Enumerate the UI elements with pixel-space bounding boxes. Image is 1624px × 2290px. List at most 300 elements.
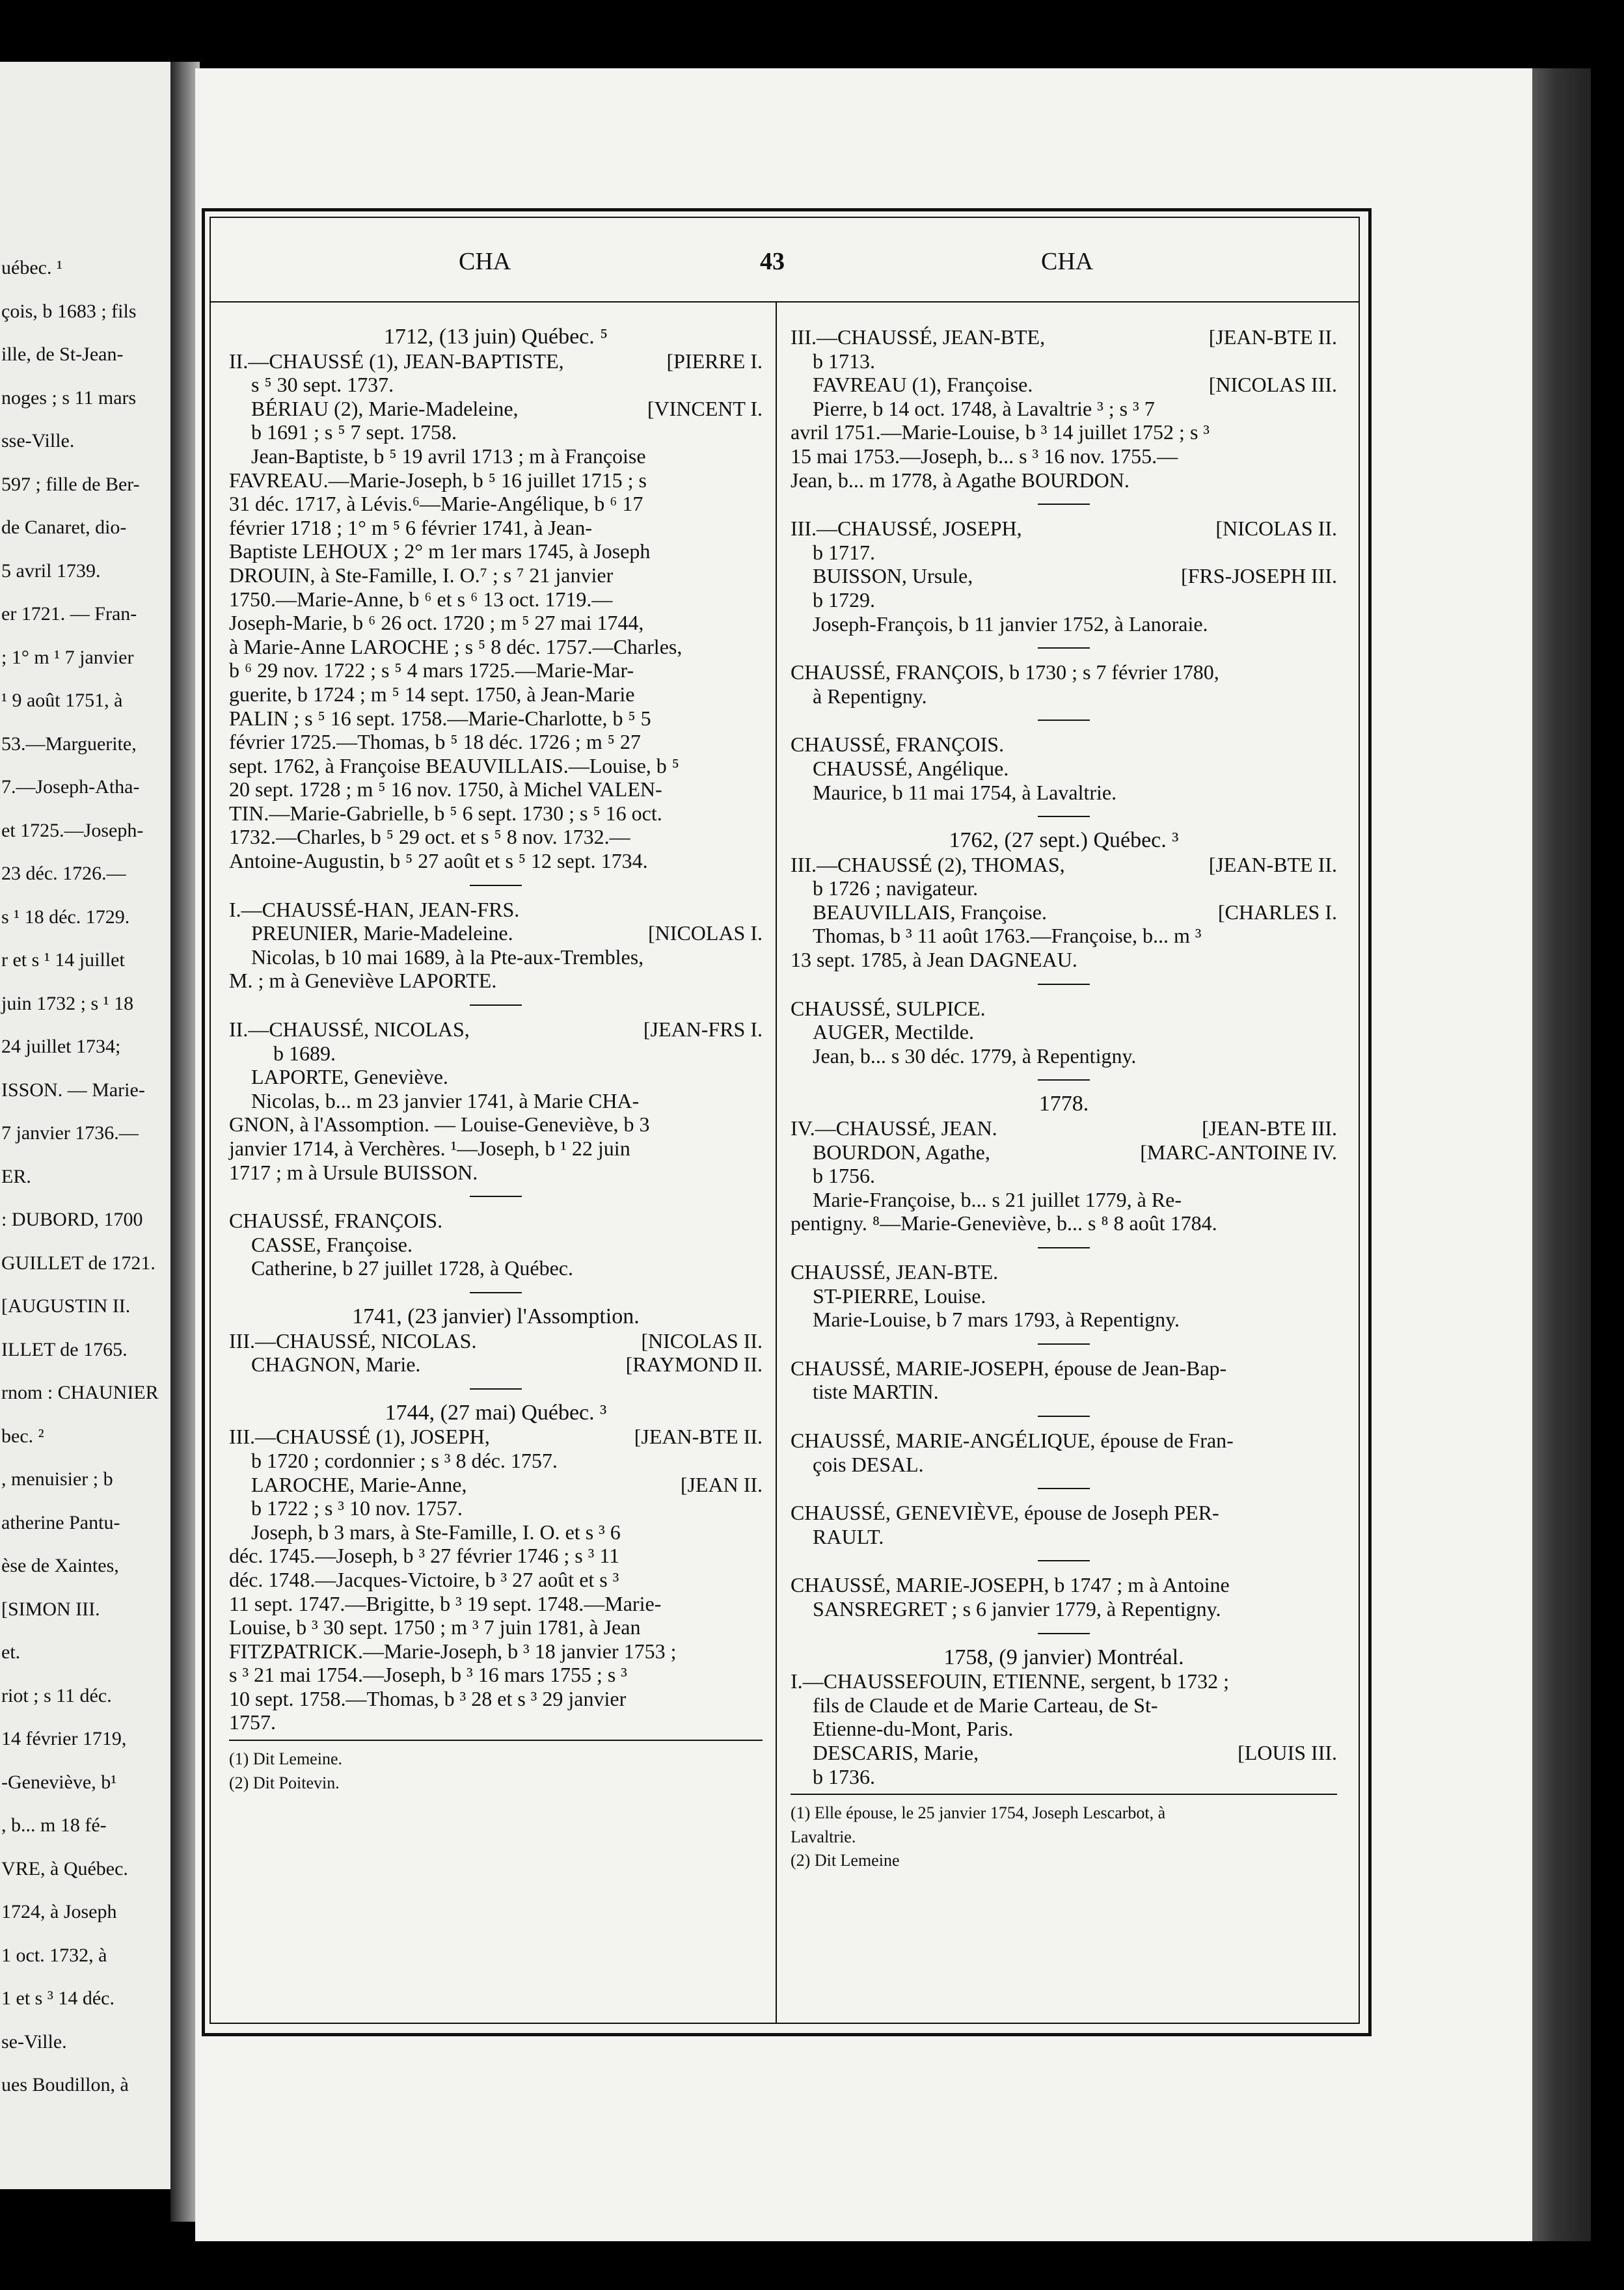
left-page-fragment: r et s ¹ 14 juillet [1, 949, 125, 971]
line-text: 1741, (23 janvier) l'Assomption. [352, 1304, 640, 1328]
line-text: IV.—CHAUSSÉ, JEAN. [791, 1116, 997, 1140]
line-text: b 1729. [813, 587, 875, 612]
line-text: Joseph-Marie, b ⁶ 26 oct. 1720 ; m ⁵ 27 mai 1744, [229, 611, 644, 635]
entry-line [229, 1112, 763, 1137]
parent-reference: [JEAN-FRS I. [643, 1017, 763, 1042]
entry-line [229, 1042, 763, 1066]
entry-divider [791, 1068, 1337, 1092]
line-text: Marie-Louise, b 7 mars 1793, à Repentigny. [813, 1308, 1180, 1332]
line-text: CHAUSSÉ, FRANÇOIS. [229, 1209, 443, 1233]
line-text: b 1720 ; cordonnier ; s ³ 8 déc. 1757. [251, 1448, 558, 1472]
line-text: b 1736. [813, 1764, 875, 1788]
entry-line [791, 733, 1337, 757]
entry-line [229, 1496, 763, 1520]
line-text: Catherine, b 27 juillet 1728, à Québec. [251, 1256, 573, 1280]
left-page-fragment: ILLET de 1765. [1, 1338, 128, 1360]
line-text: DESCARIS, Marie, [813, 1740, 979, 1764]
entry-line [229, 1449, 763, 1473]
footnote [229, 1747, 763, 1771]
footnote [791, 1849, 1337, 1873]
entry-line [229, 1353, 763, 1377]
left-page-fragment: -Geneviève, b¹ [1, 1771, 117, 1793]
entry-line [229, 1137, 763, 1161]
entry-line [791, 876, 1337, 900]
entry-line [791, 924, 1337, 948]
line-text: ST-PIERRE, Louise. [813, 1284, 986, 1308]
line-text: Jean, b... m 1778, à Agathe BOURDON. [791, 468, 1130, 492]
left-page-fragment: çois, b 1683 ; fils [1, 300, 137, 322]
line-text: 31 déc. 1717, à Lévis.⁶—Marie-Angélique, b ⁶ 17 [229, 492, 643, 516]
entry-divider [791, 1621, 1337, 1646]
parent-reference: [NICOLAS II. [1215, 517, 1337, 541]
entry-line [229, 754, 763, 778]
entry-line [791, 1525, 1337, 1549]
entry-line [229, 1568, 763, 1592]
line-text: déc. 1745.—Joseph, b ³ 27 février 1746 ; s ³ 11 [229, 1544, 620, 1568]
line-text: III.—CHAUSSÉ, JOSEPH, [791, 517, 1022, 541]
parent-reference: [MARC-ANTOINE IV. [1140, 1140, 1337, 1164]
line-text: 1750.—Marie-Anne, b ⁶ et s ⁶ 13 oct. 1719.— [229, 587, 613, 611]
left-page-fragment: ues Boudillon, à [1, 2074, 129, 2095]
line-text: guerite, b 1724 ; m ⁵ 14 sept. 1750, à Jean-Marie [229, 682, 635, 706]
footnote [791, 1801, 1337, 1825]
entry-line [229, 1256, 763, 1280]
entry-line [791, 612, 1337, 636]
entry-line [791, 1717, 1337, 1741]
line-text: (2) Dit Lemeine [791, 1851, 900, 1870]
left-page-fragment: : DUBORD, 1700 [1, 1209, 143, 1230]
parent-reference: [NICOLAS II. [641, 1328, 763, 1353]
entry-divider [791, 972, 1337, 997]
entry-line [229, 1473, 763, 1497]
entry-line [791, 1573, 1337, 1597]
footnote [791, 1825, 1337, 1850]
line-text: BUISSON, Ursule, [813, 564, 973, 588]
entry-line [791, 564, 1337, 588]
line-text: CHAUSSÉ, FRANÇOIS. [791, 733, 1005, 757]
entry-line [229, 921, 763, 945]
line-text: CHAUSSÉ, Angélique. [813, 756, 1009, 780]
line-text: déc. 1748.—Jacques-Victoire, b ³ 27 août et s ³ [229, 1567, 619, 1591]
line-text: II.—CHAUSSÉ (1), JEAN-BAPTISTE, [229, 349, 564, 373]
line-text: b 1756. [813, 1164, 875, 1188]
column-separator [776, 303, 777, 2023]
line-text: FITZPATRICK.—Marie-Joseph, b ³ 18 janvier 1753 ; [229, 1639, 677, 1663]
line-text: 1757. [229, 1710, 276, 1734]
left-page-fragment: 7.—Joseph-Atha- [1, 776, 140, 798]
entry-line [229, 1017, 763, 1042]
line-text: Antoine-Augustin, b ⁵ 27 août et s ⁵ 12 sept. 1734. [229, 849, 648, 873]
left-page-fragment: 1 oct. 1732, à [1, 1944, 107, 1966]
entry-line [229, 563, 763, 587]
left-page-fragment: 1 et s ³ 14 déc. [1, 1987, 115, 2009]
left-page-fragment: atherine Pantu- [1, 1511, 120, 1533]
line-text: FAVREAU.—Marie-Joseph, b ⁵ 16 juillet 1715 ; s [229, 468, 647, 492]
line-text: RAULT. [813, 1524, 884, 1548]
line-text: BEAUVILLAIS, Françoise. [813, 900, 1047, 924]
right-column [791, 325, 1337, 1873]
entry-line [791, 1284, 1337, 1308]
left-page-fragment: et. [1, 1641, 21, 1663]
entry-line [791, 684, 1337, 708]
left-page-fragment: de Canaret, dio- [1, 517, 127, 538]
left-page-fragment: er 1721. — Fran- [1, 603, 137, 625]
entry-line [229, 1089, 763, 1113]
line-text: 13 sept. 1785, à Jean DAGNEAU. [791, 948, 1077, 972]
line-text: (1) Dit Lemeine. [229, 1749, 342, 1769]
entry-line [229, 1065, 763, 1089]
entry-line [791, 1429, 1337, 1453]
parent-reference: [JEAN-BTE II. [634, 1425, 763, 1449]
line-text: tiste MARTIN. [813, 1380, 939, 1404]
left-column [229, 325, 763, 1795]
entry-line [229, 444, 763, 468]
entry-line [229, 682, 763, 707]
left-page-fragment: nоges ; s 11 mars [1, 386, 137, 409]
entry-line [791, 373, 1337, 397]
line-text: b 1726 ; navigateur. [813, 876, 979, 900]
left-page-fragment: 597 ; fille de Ber- [1, 473, 140, 495]
entry-divider [229, 1184, 763, 1209]
entry-line [229, 1520, 763, 1544]
entry-divider [229, 1280, 763, 1305]
entry-line [229, 1425, 763, 1449]
entry-line [229, 373, 763, 397]
entry-divider [791, 1332, 1337, 1356]
entry-line [229, 730, 763, 754]
line-text: s ⁵ 30 sept. 1737. [251, 373, 394, 397]
line-text: b ⁶ 29 nov. 1722 ; s ⁵ 4 mars 1725.—Marie-Mar- [229, 658, 634, 682]
line-text: I.—CHAUSSÉ-HAN, JEAN-FRS. [229, 897, 520, 921]
left-page [0, 62, 179, 2189]
line-text: PREUNIER, Marie-Madeleine. [251, 921, 513, 945]
left-page-fragment: 24 juillet 1734; [1, 1036, 121, 1057]
line-text: FAVREAU (1), Françoise. [813, 373, 1033, 397]
left-page-fragment: 23 déc. 1726.— [1, 863, 126, 884]
line-text: février 1725.—Thomas, b ⁵ 18 déc. 1726 ; m ⁵ 27 [229, 730, 641, 754]
marriage-heading [791, 829, 1337, 853]
entry-line [229, 539, 763, 563]
entry-line [791, 757, 1337, 781]
line-text: Joseph, b 3 mars, à Ste-Famille, I. O. et s ³ 6 [251, 1520, 621, 1544]
left-page-fragment: bec. ² [1, 1425, 44, 1447]
entry-line [229, 801, 763, 826]
left-page-fragment: rnom : CHAUNIER [1, 1382, 159, 1403]
left-page-fragment: 5 avril 1739. [1, 559, 101, 582]
entry-line [791, 1356, 1337, 1381]
line-text: b 1713. [813, 349, 875, 373]
line-text: 1762, (27 sept.) Québec. ³ [949, 828, 1179, 853]
entry-divider [791, 1235, 1337, 1260]
left-page-fragment: riot ; s 11 déc. [1, 1684, 112, 1706]
line-text: Thomas, b ³ 11 août 1763.—Françoise, b... m ³ [813, 924, 1202, 948]
entry-line [229, 1663, 763, 1687]
line-text: (2) Dit Poitevin. [229, 1773, 340, 1792]
line-text: Etienne-du-Mont, Paris. [813, 1717, 1014, 1741]
line-text: Joseph-François, b 11 janvier 1752, à Lanoraie. [813, 612, 1208, 636]
left-page-fragment: uébec. ¹ [1, 257, 62, 278]
entry-line [229, 587, 763, 612]
line-text: s ³ 21 mai 1754.—Joseph, b ³ 16 mars 1755 ; s ³ [229, 1663, 627, 1687]
header-rule [210, 301, 1360, 303]
line-text: CHAUSSÉ, MARIE-ANGÉLIQUE, épouse de Fran- [791, 1428, 1234, 1452]
entry-line [791, 1669, 1337, 1693]
entry-divider [229, 993, 763, 1017]
left-page-fragment: VRE, à Québec. [1, 1857, 128, 1879]
marriage-heading [229, 325, 763, 349]
parent-reference: [RAYMOND II. [625, 1353, 763, 1377]
left-page-fragment: ER. [1, 1165, 31, 1187]
line-text: 1744, (27 mai) Québec. ³ [385, 1400, 607, 1425]
line-text: Jean, b... s 30 déc. 1779, à Repentigny. [813, 1044, 1137, 1068]
entry-divider [791, 804, 1337, 829]
line-text: Maurice, b 11 mai 1754, à Lavaltrie. [813, 780, 1117, 804]
parent-reference: [NICOLAS I. [648, 921, 763, 945]
entry-line [791, 1597, 1337, 1621]
entry-line [229, 1544, 763, 1568]
line-text: Louise, b ³ 30 sept. 1750 ; m ³ 7 juin 1781, à Jean [229, 1615, 641, 1639]
entry-line [791, 1020, 1337, 1044]
line-text: III.—CHAUSSÉ, JEAN-BTE, [791, 325, 1046, 349]
line-text: TIN.—Marie-Gabrielle, b ⁵ 6 sept. 1730 ; s ⁵ 16 oct. [229, 801, 662, 825]
entry-line [229, 945, 763, 969]
entry-line [791, 781, 1337, 805]
line-text: CHAUSSÉ, MARIE-JOSEPH, b 1747 ; m à Antoine [791, 1573, 1230, 1597]
left-page-fragment: ille, de St-Jean- [1, 344, 124, 365]
left-page-fragment: [AUGUSTIN II. [1, 1295, 131, 1317]
entry-line [229, 420, 763, 444]
line-text: III.—CHAUSSÉ (2), THOMAS, [791, 852, 1065, 876]
line-text: b 1717. [813, 540, 875, 564]
line-text: 20 sept. 1728 ; m ⁵ 16 nov. 1750, à Michel VALEN- [229, 777, 662, 801]
entry-line [229, 611, 763, 635]
line-text: 15 mai 1753.—Joseph, b... s ³ 16 nov. 1755.— [791, 444, 1178, 468]
entry-line [791, 997, 1337, 1021]
line-text: CHAUSSÉ, SULPICE. [791, 996, 986, 1020]
entry-line [791, 1140, 1337, 1165]
line-text: 1717 ; m à Ursule BUISSON. [229, 1160, 478, 1184]
marriage-heading [229, 1305, 763, 1329]
line-text: b 1722 ; s ³ 10 nov. 1757. [251, 1496, 463, 1520]
entry-divider [791, 1476, 1337, 1501]
line-text: III.—CHAUSSÉ (1), JOSEPH, [229, 1425, 490, 1449]
left-page-fragment: 14 février 1719, [1, 1728, 127, 1749]
line-text: LAROCHE, Marie-Anne, [251, 1472, 467, 1496]
entry-line [791, 1116, 1337, 1140]
line-text: 10 sept. 1758.—Thomas, b ³ 28 et s ³ 29 janvier [229, 1686, 627, 1710]
entry-line [229, 1592, 763, 1616]
line-text: Nicolas, b 10 mai 1689, à la Pte-aux-Trembles, [251, 945, 644, 969]
entry-line [791, 900, 1337, 924]
line-text: BÉRIAU (2), Marie-Madeleine, [251, 396, 519, 420]
entry-line [229, 898, 763, 922]
entry-line [229, 777, 763, 801]
entry-line [791, 1693, 1337, 1717]
footnote-rule [229, 1734, 763, 1747]
line-text: Marie-Françoise, b... s 21 juillet 1779, à Re- [813, 1187, 1182, 1211]
parent-reference: [CHARLES I. [1217, 900, 1337, 924]
line-text: DROUIN, à Ste-Famille, I. O.⁷ ; s ⁷ 21 janvier [229, 563, 614, 587]
left-page-fragment: juin 1732 ; s ¹ 18 [1, 992, 134, 1014]
line-text: 1732.—Charles, b ⁵ 29 oct. et s ⁵ 8 nov. 1732.— [229, 825, 630, 849]
parent-reference: [JEAN II. [680, 1472, 763, 1496]
left-page-fragment: ISSON. — Marie- [1, 1079, 145, 1101]
line-text: BOURDON, Agathe, [813, 1140, 990, 1164]
left-page-fragment: ; 1° m ¹ 7 janvier [1, 646, 134, 668]
entry-line [791, 541, 1337, 565]
line-text: b 1689. [273, 1041, 336, 1065]
entry-line [229, 1329, 763, 1353]
entry-divider [791, 1548, 1337, 1573]
entry-line [229, 969, 763, 993]
line-text: LAPORTE, Geneviève. [251, 1065, 448, 1089]
entry-line [791, 1211, 1337, 1235]
entry-line [791, 517, 1337, 541]
line-text: SANSREGRET ; s 6 janvier 1779, à Repentigny. [813, 1596, 1221, 1621]
entry-line [229, 468, 763, 492]
parent-reference: [VINCENT I. [647, 396, 763, 420]
entry-line [791, 1501, 1337, 1525]
left-page-fragment: 7 janvier 1736.— [1, 1122, 139, 1144]
line-text: fils de Claude et de Marie Carteau, de St- [813, 1693, 1158, 1717]
entry-line [229, 1687, 763, 1711]
entry-line [229, 1233, 763, 1257]
marriage-heading [791, 1092, 1337, 1116]
line-text: PALIN ; s ⁵ 16 sept. 1758.—Marie-Charlotte, b ⁵ 5 [229, 706, 651, 730]
left-page-fragment: et 1725.—Joseph- [1, 819, 144, 841]
line-text: CHAGNON, Marie. [251, 1353, 421, 1377]
left-page-fragment: [SIMON III. [1, 1598, 100, 1620]
entry-line [791, 1741, 1337, 1765]
line-text: (1) Elle épouse, le 25 janvier 1754, Joseph Lescarbot, à [791, 1803, 1166, 1823]
entry-line [229, 1209, 763, 1233]
entry-line [791, 1188, 1337, 1212]
entry-line [791, 1044, 1337, 1068]
line-text: 1758, (9 janvier) Montréal. [943, 1645, 1184, 1669]
entry-line [791, 349, 1337, 373]
line-text: Baptiste LEHOUX ; 2° m 1er mars 1745, à Joseph [229, 539, 651, 563]
line-text: b 1691 ; s ⁵ 7 sept. 1758. [251, 420, 457, 444]
entry-line [791, 1453, 1337, 1477]
left-page-fragment: se-Ville. [1, 2030, 67, 2053]
line-text: II.—CHAUSSÉ, NICOLAS, [229, 1017, 470, 1042]
entry-line [229, 349, 763, 373]
entry-line [791, 1164, 1337, 1188]
parent-reference: [JEAN-BTE III. [1202, 1116, 1337, 1140]
book-edge [1532, 68, 1591, 2241]
line-text: Jean-Baptiste, b ⁵ 19 avril 1713 ; m à Françoise [251, 444, 646, 468]
line-text: 1778. [1038, 1092, 1089, 1116]
parent-reference: [PIERRE I. [666, 349, 763, 373]
line-text: février 1718 ; 1° m ⁵ 6 février 1741, à Jean- [229, 515, 592, 539]
line-text: avril 1751.—Marie-Louise, b ³ 14 juillet 1752 ; s ³ [791, 420, 1210, 444]
entry-divider [791, 1404, 1337, 1429]
page-number: 43 [760, 248, 785, 275]
parent-reference: [FRS-JOSEPH III. [1180, 564, 1337, 588]
left-page-fragment: èse de Xaintes, [1, 1555, 119, 1576]
entry-line [229, 1161, 763, 1185]
entry-line [791, 1308, 1337, 1332]
marriage-heading [791, 1646, 1337, 1670]
entry-line [791, 1260, 1337, 1284]
marriage-heading [229, 1401, 763, 1425]
entry-line [229, 825, 763, 849]
line-text: GNON, à l'Assomption. — Louise-Geneviève, b 3 [229, 1112, 650, 1137]
parent-reference: [NICOLAS III. [1208, 373, 1337, 397]
line-text: I.—CHAUSSEFOUIN, ETIENNE, sergent, b 1732 ; [791, 1669, 1230, 1693]
entry-line [791, 1380, 1337, 1404]
line-text: III.—CHAUSSÉ, NICOLAS. [229, 1328, 477, 1353]
left-page-fragment: 1724, à Joseph [1, 1901, 117, 1922]
line-text: janvier 1714, à Verchères. ¹—Joseph, b ¹ 22 juin [229, 1137, 630, 1160]
line-text: à Repentigny. [813, 684, 927, 708]
entry-line [229, 658, 763, 682]
entry-line [791, 420, 1337, 444]
line-text: CHAUSSÉ, GENEVIÈVE, épouse de Joseph PER- [791, 1501, 1219, 1525]
line-text: Nicolas, b... m 23 janvier 1741, à Marie CHA- [251, 1088, 640, 1112]
parent-reference: [LOUIS III. [1238, 1740, 1337, 1764]
entry-line [229, 1639, 763, 1664]
left-page-fragment: , menuisier ; b [1, 1468, 113, 1490]
entry-line [791, 444, 1337, 468]
entry-line [791, 1765, 1337, 1789]
entry-line [229, 635, 763, 659]
line-text: sept. 1762, à Françoise BEAUVILLAIS.—Louise, b ⁵ [229, 753, 679, 777]
line-text: Lavaltrie. [791, 1827, 856, 1846]
line-text: CASSE, Françoise. [251, 1232, 413, 1256]
entry-line [791, 468, 1337, 492]
line-text: à Marie-Anne LAROCHE ; s ⁵ 8 déc. 1757.—Charles, [229, 634, 683, 658]
entry-line [791, 325, 1337, 349]
entry-line [791, 660, 1337, 684]
entry-line [229, 1710, 763, 1734]
entry-line [791, 948, 1337, 972]
line-text: CHAUSSÉ, JEAN-BTE. [791, 1260, 999, 1284]
header-right: CHA [1041, 248, 1094, 275]
line-text: CHAUSSÉ, MARIE-JOSEPH, épouse de Jean-Bap- [791, 1356, 1227, 1380]
entry-line [791, 397, 1337, 421]
line-text: çois DESAL. [813, 1452, 924, 1476]
line-text: M. ; m à Geneviève LAPORTE. [229, 969, 497, 993]
entry-line [791, 853, 1337, 877]
footnote-rule [791, 1788, 1337, 1801]
entry-line [229, 516, 763, 540]
left-page-fragment: GUILLET de 1721. [1, 1252, 156, 1274]
parent-reference: [JEAN-BTE II. [1208, 852, 1337, 876]
line-text: 1712, (13 juin) Québec. ⁵ [383, 325, 608, 349]
left-page-fragment: s ¹ 18 déc. 1729. [1, 906, 130, 928]
entry-line [229, 492, 763, 516]
parent-reference: [JEAN-BTE II. [1208, 325, 1337, 349]
footnote [229, 1771, 763, 1796]
entry-line [229, 1615, 763, 1639]
entry-divider [229, 873, 763, 898]
entry-divider [791, 708, 1337, 733]
line-text: Pierre, b 14 oct. 1748, à Lavaltrie ³ ; s ³ 7 [813, 396, 1155, 420]
header-left: CHA [459, 248, 511, 275]
line-text: pentigny. ⁸—Marie-Geneviève, b... s ⁸ 8 août 1784. [791, 1211, 1217, 1235]
entry-line [229, 849, 763, 873]
entry-divider [791, 492, 1337, 517]
line-text: AUGER, Mectilde. [813, 1020, 974, 1044]
entry-line [229, 397, 763, 421]
left-page-fragment: ¹ 9 août 1751, à [1, 690, 123, 711]
left-page-fragment: 53.—Marguerite, [1, 733, 137, 755]
entry-line [791, 588, 1337, 612]
line-text: CHAUSSÉ, FRANÇOIS, b 1730 ; s 7 février 1780, [791, 660, 1219, 684]
entry-line [229, 707, 763, 731]
entry-divider [791, 636, 1337, 660]
